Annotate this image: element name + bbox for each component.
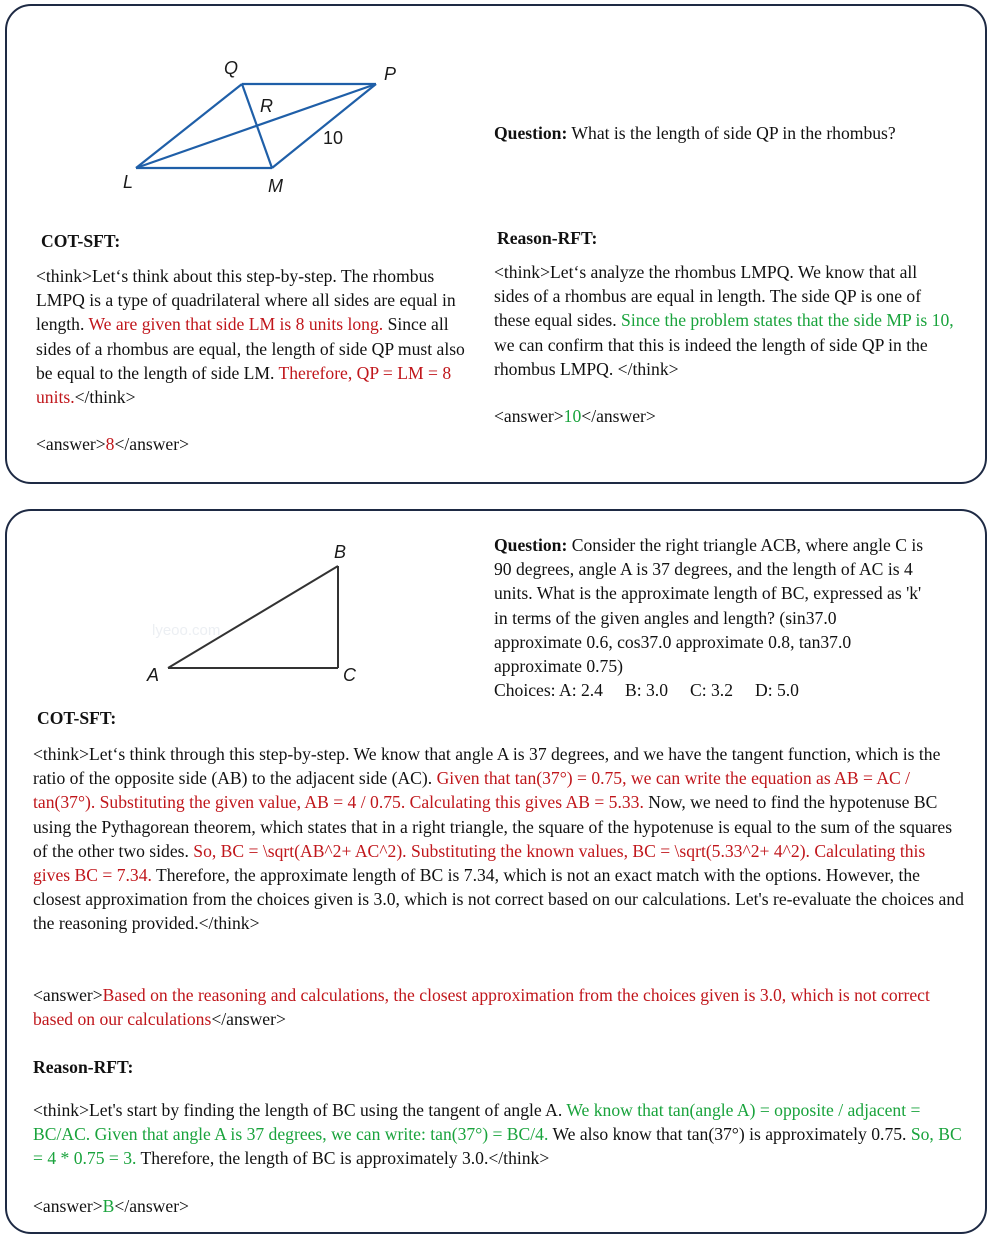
cot-sft-answer-1: <answer>8</answer> bbox=[36, 434, 190, 454]
edge-MP bbox=[272, 84, 376, 168]
edge-QL bbox=[136, 84, 242, 168]
cot-sft-think-1: <think>Let‘s think about this step-by-step. The rhombus LMPQ is a type of quadrilateral where all sides are equal in length. We are given that side LM is 8 units long. Since all sides of a rhombus are equal, the length of side QP must also be equal to the length of side LM. Therefore, QP = LM = 8 units.</think> bbox=[36, 266, 465, 408]
reason-rft-answer-2: <answer>B</answer> bbox=[33, 1196, 189, 1216]
reason-rft-think-1: <think>Let‘s analyze the rhombus LMPQ. We know that all sides of a rhombus are equal in length. The side QP is one of these equal sides. Since the problem states that the side MP is 10, we can confirm that this is indeed the length of side QP in the rhombus LMPQ. </think> bbox=[494, 262, 954, 379]
edge-AB bbox=[168, 566, 338, 668]
reason-rft-think-2: <think>Let's start by finding the length of BC using the tangent of angle A. We know that tan(angle A) = opposite / adjacent = BC/AC. Given that angle A is 37 degrees, we can write: tan(37°) = BC/4. We also know that tan(37°) is approximately 0.75. So, BC = 4 * 0.75 = 3. Therefore, the length of BC is approximately 3.0.</think> bbox=[33, 1100, 962, 1169]
reason-rft-header-2: Reason-RFT: bbox=[33, 1057, 134, 1077]
cot-sft-think-2: <think>Let‘s think through this step-by-step. We know that angle A is 37 degrees, and we have the tangent function, which is the ratio of the opposite side (AB) to the adjacent side (AC). Given that tan(37°) = 0.75, we can write the equation as AB = AC / tan(37°). Substituting the given value, AB = 4 / 0.75. Calculating this gives AB = 5.33. Now, we need to find the hypotenuse BC using the Pythagorean theorem, which states that in a right triangle, the square of the hypotenuse is equal to the sum of the squares of the other two sides. So, BC = \sqrt(AB^2+ AC^2). Substituting the known values, BC = \sqrt(5.33^2+ 4^2). Calculating this gives BC = 7.34. Therefore, the approximate length of BC is 7.34, which is not an exact match with the options. However, the closest approximation from the choices given is 3.0, which is not correct based on our calculations. Let's re-evaluate the choices and the reasoning provided.</think> bbox=[33, 744, 964, 934]
cot-sft-answer-2: <answer>Based on the reasoning and calculations, the closest approximation from the choices given is 3.0, which is not correct based on our calculations</answer> bbox=[33, 985, 930, 1030]
question-choices: Choices: A: 2.4 B: 3.0 C: 3.2 D: 5.0 bbox=[494, 680, 799, 701]
triangle-figure bbox=[140, 535, 380, 690]
cot-sft-header-1: COT-SFT: bbox=[41, 231, 121, 251]
watermark: lyeoo.com bbox=[152, 622, 221, 639]
vertex-label-L: L bbox=[123, 172, 134, 192]
vertex-label-B: B bbox=[334, 542, 347, 562]
question-rhombus bbox=[494, 121, 964, 145]
question-label: Question: bbox=[494, 123, 568, 143]
rhombus-figure bbox=[118, 52, 418, 202]
question-text: What is the length of side QP in the rhombus? bbox=[571, 123, 896, 143]
side-label-10: 10 bbox=[323, 128, 344, 148]
reason-rft-answer-1: <answer>10</answer> bbox=[494, 406, 656, 426]
vertex-label-A: A bbox=[147, 665, 160, 685]
question-label: Question: bbox=[494, 535, 568, 555]
vertex-label-M: M bbox=[268, 176, 283, 196]
vertex-label-R: R bbox=[260, 96, 273, 116]
question-triangle bbox=[494, 533, 926, 702]
question-text: Consider the right triangle ACB, where angle C is 90 degrees, angle A is 37 degrees, and the length of AC is 4 units. What is the approximate length of BC, expressed as 'k' in terms of the given angles and length? (sin37.0 approximate 0.6, cos37.0 approximate 0.8, tan37.0 approximate 0.75) bbox=[494, 535, 924, 677]
vertex-label-P: P bbox=[384, 64, 397, 84]
vertex-label-Q: Q bbox=[224, 58, 239, 78]
cot-sft-header-2: COT-SFT: bbox=[37, 708, 117, 728]
vertex-label-C: C bbox=[343, 665, 356, 685]
reason-rft-header-1: Reason-RFT: bbox=[497, 228, 598, 248]
